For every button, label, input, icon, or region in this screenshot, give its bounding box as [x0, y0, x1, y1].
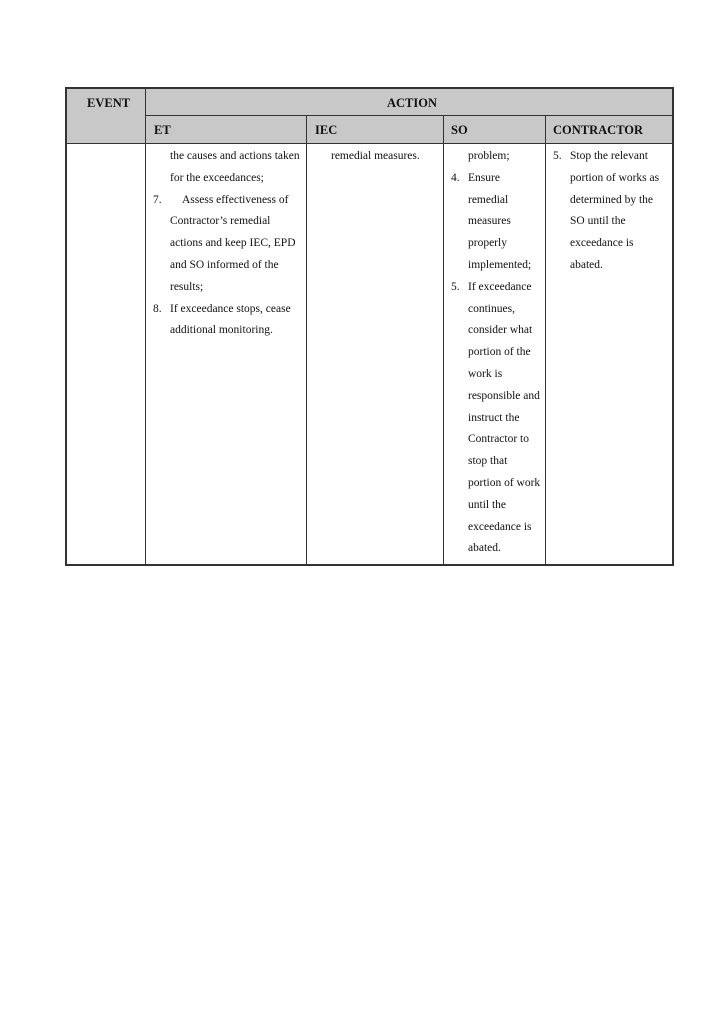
contractor-item-5	[553, 146, 669, 277]
so-continuation-text: problem;	[468, 150, 510, 162]
et-item-7-text: Assess effectiveness of Contractor’s remedial actions and keep IEC, EPD and SO informed of the results;	[170, 193, 296, 293]
divider-header-body	[67, 143, 672, 144]
divider-iec-so	[443, 116, 444, 564]
et-item-7-number: 7.	[153, 193, 162, 206]
so-header: SO	[451, 123, 468, 137]
et-continuation-text: the causes and actions taken for the exceedances;	[170, 150, 300, 184]
contractor-header: CONTRACTOR	[553, 123, 644, 137]
so-item-4-number: 4.	[451, 171, 460, 184]
et-cell	[153, 146, 303, 342]
et-item-8	[153, 299, 303, 343]
action-header: ACTION	[387, 96, 438, 110]
action-plan-table	[65, 87, 674, 566]
so-cell	[451, 146, 541, 560]
divider-et-iec	[306, 116, 307, 564]
iec-continuation-text: remedial measures.	[331, 150, 420, 162]
et-item-8-number: 8.	[153, 302, 162, 315]
et-item-8-text: If exceedance stops, cease additional monitoring.	[170, 302, 291, 337]
divider-event-et	[145, 89, 146, 564]
so-item-5-number: 5.	[451, 280, 460, 293]
so-item-4-text: Ensure remedial measures properly implemented;	[468, 171, 532, 271]
divider-action-subheaders	[146, 115, 672, 116]
contractor-item-5-number: 5.	[553, 150, 562, 162]
divider-so-contractor	[545, 116, 546, 564]
iec-header: IEC	[315, 123, 338, 137]
contractor-cell	[553, 146, 669, 277]
so-item-5	[451, 277, 541, 560]
so-item-5-text: If exceedance continues, consider what portion of the work is responsible and instruct the Contractor to stop that portion of work until the exceedance is abated.	[468, 280, 541, 555]
event-header: EVENT	[87, 96, 131, 110]
so-item-4	[451, 168, 541, 277]
et-header: ET	[154, 123, 171, 137]
et-item-7	[153, 190, 303, 299]
iec-cell	[314, 146, 440, 168]
contractor-item-5-text: Stop the relevant portion of works as determined by the SO until the exceedance is abated.	[570, 150, 660, 271]
